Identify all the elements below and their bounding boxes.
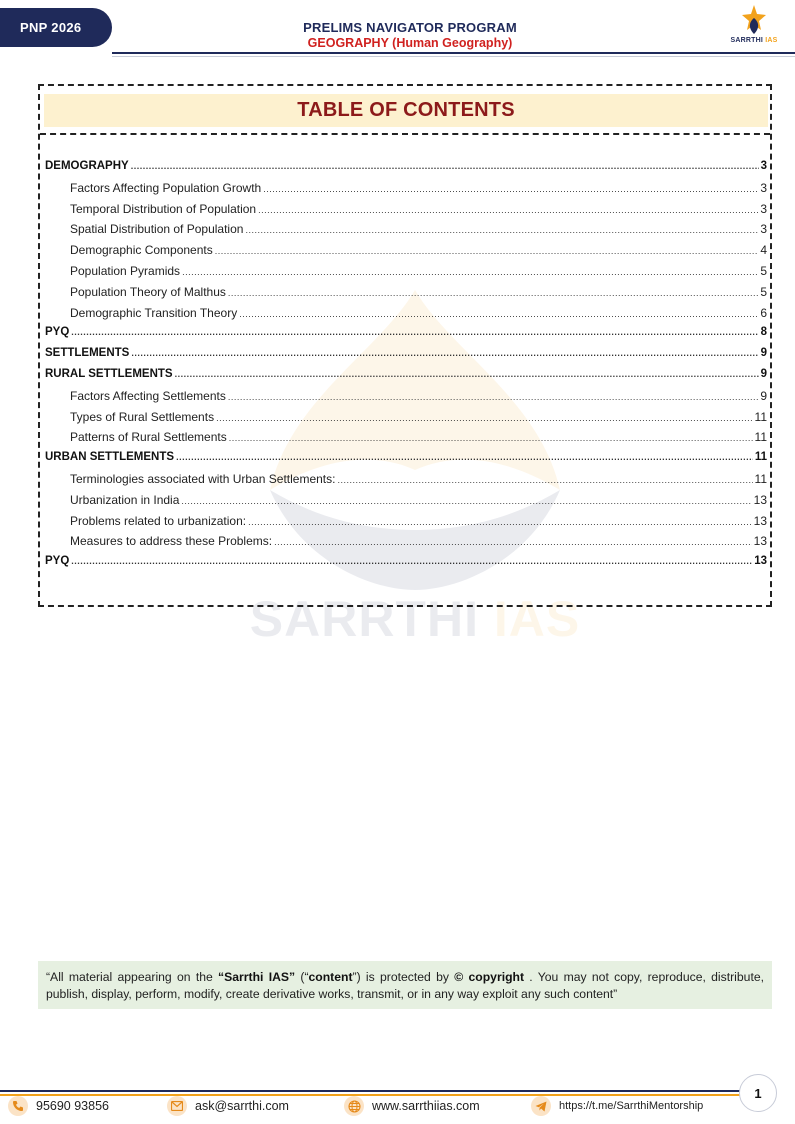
toc-subsection-entry[interactable] [45,202,767,223]
toc-subsection-entry[interactable] [45,534,767,555]
toc-entry-page: 9 [760,367,767,380]
toc-entry-page: 5 [760,284,767,299]
toc-entry-label: Factors Affecting Population Growth [70,180,262,195]
email-icon [167,1096,187,1116]
toc-entry-page: 3 [760,222,767,237]
toc-list [45,160,767,576]
toc-dot-leader [239,309,758,319]
toc-subsection-entry[interactable] [45,306,767,327]
notice-text-1: “All material appearing on the [46,970,219,984]
toc-entry-page: 13 [754,555,767,568]
toc-entry-page: 3 [760,180,767,195]
toc-dot-leader [274,537,752,547]
toc-dot-leader [131,161,759,171]
watermark-ias: IAS [493,591,581,647]
toc-dot-leader [228,288,758,298]
footer-telegram[interactable] [531,1096,703,1116]
toc-dot-leader [131,348,758,358]
toc-subsection-entry[interactable] [45,430,767,451]
toc-dot-leader [215,246,759,256]
toc-entry-label: Demographic Transition Theory [70,305,238,320]
globe-icon [344,1096,364,1116]
header-title [230,20,590,50]
notice-brand: “Sarrthi IAS” [218,970,296,984]
program-badge: PNP 2026 [0,8,112,47]
notice-text-4: . You may not copy, reproduce, distribute, publish, display, perform, modify, create derivative works, transmit, or in any way exploit any such content” [46,970,764,1001]
toc-entry-label: Population Theory of Malthus [70,284,226,299]
toc-subsection-entry[interactable] [45,514,767,535]
phone-icon [8,1096,28,1116]
toc-dot-leader [216,413,752,423]
toc-header [44,94,768,127]
toc-entry-label: DEMOGRAPHY [45,160,129,172]
toc-dot-leader [71,556,752,566]
toc-entry-label: URBAN SETTLEMENTS [45,451,175,464]
phone-number: 95690 93856 [36,1099,109,1113]
toc-section-entry[interactable] [45,451,767,472]
toc-subsection-entry[interactable] [45,389,767,410]
email-address: ask@sarrthi.com [195,1099,289,1113]
toc-subsection-entry[interactable] [45,493,767,514]
toc-dot-leader [248,517,752,527]
toc-entry-label: SETTLEMENTS [45,347,130,360]
toc-entry-label: Population Pyramids [70,263,181,278]
telegram-link: https://t.me/SarrthiMentorship [559,1100,704,1112]
toc-entry-page: 11 [754,471,767,486]
toc-entry-page: 9 [760,347,767,360]
toc-entry-page: 6 [760,305,767,320]
toc-entry-page: 3 [760,160,767,172]
toc-entry-page: 13 [753,534,767,549]
logo-ias: IAS [765,37,778,44]
toc-dot-leader [181,496,751,506]
toc-entry-label: Measures to address these Problems: [70,534,273,549]
subject-title: GEOGRAPHY (Human Geography) [307,36,513,50]
toc-entry-page: 13 [753,513,767,528]
page-header [0,0,795,56]
watermark-brand: SARRTHI [249,591,479,647]
toc-entry-label: Patterns of Rural Settlements [70,430,227,445]
toc-dot-leader [263,184,758,194]
toc-dot-leader [182,267,758,277]
toc-subsection-entry[interactable] [45,222,767,243]
notice-text-2: (“ [295,970,309,984]
footer-phone[interactable] [8,1096,109,1116]
toc-entry-label: Urbanization in India [70,492,180,507]
toc-entry-label: Terminologies associated with Urban Settlements: [70,471,336,486]
toc-entry-page: 11 [754,430,767,445]
table-of-contents [38,84,772,607]
copyright-notice [38,961,772,1009]
logo-brand: SARRTHI [730,37,764,44]
program-name: PRELIMS NAVIGATOR PROGRAM [303,20,517,35]
toc-entry-label: Spatial Distribution of Population [70,222,244,237]
toc-subsection-entry[interactable] [45,181,767,202]
toc-subsection-entry[interactable] [45,243,767,264]
toc-entry-page: 9 [760,388,767,403]
footer-email[interactable] [167,1096,289,1116]
toc-entry-page: 11 [754,409,767,424]
toc-entry-page: 8 [760,326,767,339]
telegram-icon [531,1096,551,1116]
toc-section-entry[interactable] [45,555,767,576]
footer-divider [0,1090,740,1092]
toc-section-entry[interactable] [45,368,767,389]
flame-star-icon [739,4,769,36]
website-url: www.sarrthiias.com [372,1099,480,1113]
page-footer [0,1094,740,1118]
toc-title: TABLE OF CONTENTS [297,99,515,121]
toc-entry-label: PYQ [45,555,70,568]
toc-entry-page: 5 [760,263,767,278]
toc-subsection-entry[interactable] [45,472,767,493]
toc-entry-label: Temporal Distribution of Population [70,201,257,216]
toc-dot-leader [71,327,758,337]
toc-dot-leader [228,392,758,402]
toc-dot-leader [229,433,753,443]
toc-entry-page: 3 [760,201,767,216]
toc-entry-label: Types of Rural Settlements [70,409,215,424]
notice-content-word: content [308,970,353,984]
header-divider-thin [112,56,795,57]
notice-text-3: ”) is protected by [352,970,455,984]
toc-dot-leader [176,452,753,462]
toc-section-entry[interactable] [45,347,767,368]
toc-subsection-entry[interactable] [45,285,767,306]
toc-entry-page: 4 [760,243,767,258]
toc-entry-label: Factors Affecting Settlements [70,388,226,403]
toc-dot-leader [245,225,758,235]
toc-entry-label: Demographic Components [70,243,213,258]
header-divider [112,52,795,54]
toc-section-entry[interactable] [45,326,767,347]
footer-website[interactable] [344,1096,480,1116]
toc-entry-page: 11 [754,451,767,464]
toc-subsection-entry[interactable] [45,410,767,431]
toc-section-entry[interactable] [45,160,767,181]
toc-subsection-entry[interactable] [45,264,767,285]
toc-dot-leader [175,369,759,379]
brand-logo [729,4,779,50]
page-number: 1 [739,1074,777,1112]
toc-entry-label: PYQ [45,326,70,339]
toc-dot-leader [258,205,758,215]
toc-entry-label: Problems related to urbanization: [70,513,247,528]
toc-divider [40,133,770,135]
toc-dot-leader [337,475,752,485]
toc-entry-label: RURAL SETTLEMENTS [45,367,173,380]
toc-entry-page: 13 [753,492,767,507]
notice-copyright: © copyright [454,970,525,984]
